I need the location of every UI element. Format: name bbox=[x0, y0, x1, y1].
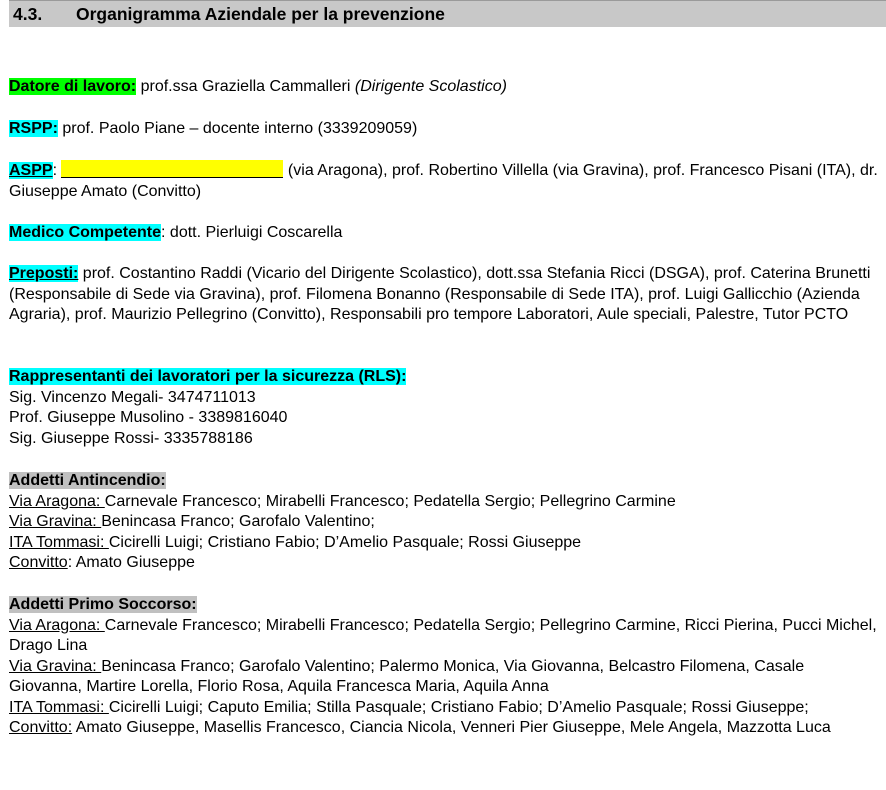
datore-name: prof.ssa Graziella Cammalleri bbox=[136, 78, 355, 95]
antincendio-row bbox=[9, 492, 879, 513]
names-text: Amato Giuseppe, Masellis Francesco, Ciancia Nicola, Venneri Pier Giuseppe, Mele Angela, Mazzotta Luca bbox=[72, 719, 831, 736]
site-label: Convitto: bbox=[9, 719, 73, 736]
names-text: Carnevale Francesco; Mirabelli Francesco; Pedatella Sergio; Pellegrino Carmine, Ricci Pierina, Pucci Michel, Drago Lina bbox=[9, 616, 877, 654]
soccorso-row bbox=[9, 698, 879, 719]
soccorso-row bbox=[9, 616, 879, 657]
soccorso-row bbox=[9, 657, 879, 698]
medico-colon: : bbox=[161, 224, 166, 241]
aspp-text: (via Aragona), prof. Robertino Villella (via Gravina), prof. Francesco Pisani (ITA), dr. Giuseppe Amato (Convitto) bbox=[9, 162, 878, 200]
section-heading bbox=[9, 0, 886, 27]
preposti-label: Preposti: bbox=[9, 265, 79, 282]
section-number: 4.3. bbox=[13, 4, 43, 24]
site-label: ITA Tommasi: bbox=[9, 698, 109, 716]
medico-label: Medico Competente bbox=[9, 224, 162, 241]
section-title: Organigramma Aziendale per la prevenzione bbox=[76, 4, 445, 24]
medico-text: dott. Pierluigi Coscarella bbox=[165, 224, 343, 241]
datore-paragraph bbox=[9, 77, 879, 98]
rls-line: Sig. Vincenzo Megali- 3474711013 bbox=[9, 388, 256, 406]
preposti-paragraph bbox=[9, 264, 879, 326]
site-label: Via Aragona: bbox=[9, 492, 105, 510]
names-text: : Amato Giuseppe bbox=[67, 554, 195, 571]
rls-section bbox=[9, 367, 879, 449]
antincendio-row bbox=[9, 553, 879, 574]
datore-role: (Dirigente Scolastico) bbox=[354, 78, 507, 95]
site-label: Via Gravina: bbox=[9, 513, 102, 530]
medico-paragraph bbox=[9, 223, 879, 244]
antincendio-row bbox=[9, 533, 879, 554]
antincendio-row bbox=[9, 512, 879, 533]
soccorso-row bbox=[9, 718, 879, 739]
rls-line: Sig. Giuseppe Rossi- 3335788186 bbox=[9, 429, 253, 447]
site-label: ITA Tommasi: bbox=[9, 533, 109, 551]
rspp-paragraph bbox=[9, 119, 879, 140]
aspp-blank-field bbox=[61, 160, 283, 178]
site-label: Convitto bbox=[9, 554, 68, 571]
names-text: Carnevale Francesco; Mirabelli Francesco; Pedatella Sergio; Pellegrino Carmine bbox=[104, 492, 676, 510]
aspp-paragraph bbox=[9, 160, 879, 202]
rspp-label: RSPP: bbox=[9, 120, 58, 137]
rls-line: Prof. Giuseppe Musolino - 3389816040 bbox=[9, 409, 288, 426]
rspp-text: prof. Paolo Piane – docente interno (3339209059) bbox=[57, 120, 418, 137]
aspp-label: ASPP bbox=[9, 162, 53, 179]
names-text: Benincasa Franco; Garofalo Valentino; bbox=[101, 513, 375, 530]
soccorso-section bbox=[9, 595, 879, 739]
site-label: Via Gravina: bbox=[9, 657, 102, 675]
preposti-text: prof. Costantino Raddi (Vicario del Dirigente Scolastico), dott.ssa Stefania Ricci (DSGA), prof. Caterina Brunetti (Responsabile di Sede via Gravina), prof. Filomena Bonanno (Responsabile di Sede ITA), prof. Luigi Gallicchio (Azienda Agraria), prof. Maurizio Pellegrino (Convitto), Responsabili pro tempore Laboratori, Aule speciali, Palestre, Tutor PCTO bbox=[9, 265, 871, 323]
aspp-colon: : bbox=[52, 162, 58, 179]
site-label: Via Aragona: bbox=[9, 616, 105, 634]
antincendio-section bbox=[9, 471, 879, 574]
names-text: Cicirelli Luigi; Caputo Emilia; Stilla Pasquale; Cristiano Fabio; D’Amelio Pasquale; Rossi Giuseppe; bbox=[108, 698, 809, 716]
antincendio-label: Addetti Antincendio: bbox=[9, 472, 166, 489]
datore-label: Datore di lavoro: bbox=[9, 78, 137, 95]
soccorso-label: Addetti Primo Soccorso: bbox=[9, 596, 197, 613]
names-text: Benincasa Franco; Garofalo Valentino; Palermo Monica, Via Giovanna, Belcastro Filomena, Casale Giovanna, Martire Lorella, Florio Rosa, Aquila Francesca Maria, Aquila Anna bbox=[9, 657, 805, 695]
rls-label: Rappresentanti dei lavoratori per la sicurezza (RLS): bbox=[9, 368, 407, 385]
names-text: Cicirelli Luigi; Cristiano Fabio; D’Amelio Pasquale; Rossi Giuseppe bbox=[108, 533, 582, 551]
